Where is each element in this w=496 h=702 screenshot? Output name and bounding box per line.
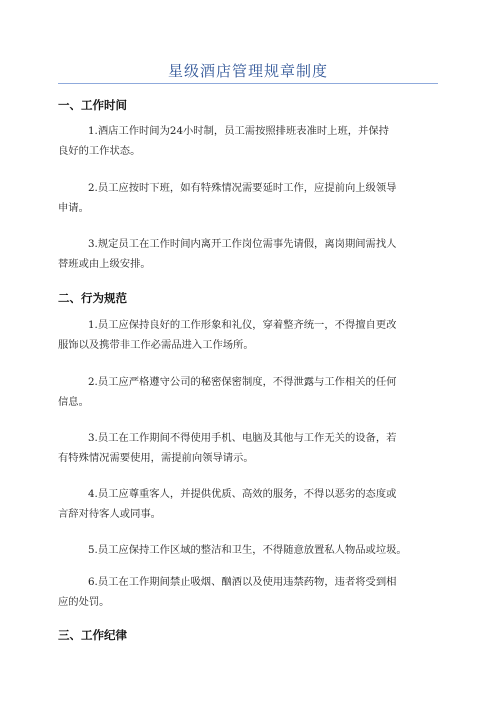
paragraph — [58, 484, 444, 524]
paragraph-line: 替班或由上级安排。 — [58, 258, 151, 270]
paragraph-line: 应的处罚。 — [58, 596, 110, 608]
paragraph — [58, 540, 444, 560]
paragraph-line: 4.员工应尊重客人，并提供优质、高效的服务，不得以恶劣的态度或 — [88, 488, 397, 500]
paragraph — [58, 372, 444, 412]
section-heading-discipline: 三、工作纪律 — [58, 628, 127, 642]
paragraph-line: 言辞对待客人或同事。 — [58, 508, 161, 520]
paragraph-line: 6.员工在工作期间禁止吸烟、酗酒以及使用违禁药物，违者将受到相 — [88, 576, 397, 588]
paragraph-line: 3.员工在工作期间不得使用手机、电脑及其他与工作无关的设备，若 — [88, 432, 397, 444]
section-heading-conduct: 二、行为规范 — [58, 291, 127, 305]
paragraph-line: 信息。 — [58, 396, 89, 408]
paragraph — [58, 178, 444, 218]
paragraph-line: 服饰以及携带非工作必需品进入工作场所。 — [58, 339, 254, 351]
paragraph — [58, 572, 444, 612]
paragraph-line: 1.员工应保持良好的工作形象和礼仪，穿着整齐统一，不得擅自更改 — [88, 319, 397, 331]
paragraph-line: 申请。 — [58, 202, 89, 214]
paragraph-line: 有特殊情况需要使用，需提前向领导请示。 — [58, 452, 254, 464]
paragraph-line: 良好的工作状态。 — [58, 145, 141, 157]
paragraph — [58, 121, 444, 161]
paragraph-line: 5.员工应保持工作区域的整洁和卫生，不得随意放置私人物品或垃圾。 — [88, 544, 407, 556]
paragraph-line: 1.酒店工作时间为24小时制，员工需按照排班表准时上班，并保持 — [88, 125, 389, 137]
paragraph-line: 2.员工应严格遵守公司的秘密保密制度，不得泄露与工作相关的任何 — [88, 376, 397, 388]
section-heading-work-hours: 一、工作时间 — [58, 98, 127, 112]
title-divider — [58, 83, 438, 84]
paragraph-line: 2.员工应按时下班，如有特殊情况需要延时工作，应提前向上级领导 — [88, 182, 397, 194]
document-title: 星级酒店管理规章制度 — [167, 62, 328, 80]
paragraph — [58, 234, 444, 274]
paragraph-line: 3.规定员工在工作时间内离开工作岗位需事先请假，离岗期间需找人 — [88, 238, 397, 250]
paragraph — [58, 428, 444, 468]
paragraph — [58, 315, 444, 355]
